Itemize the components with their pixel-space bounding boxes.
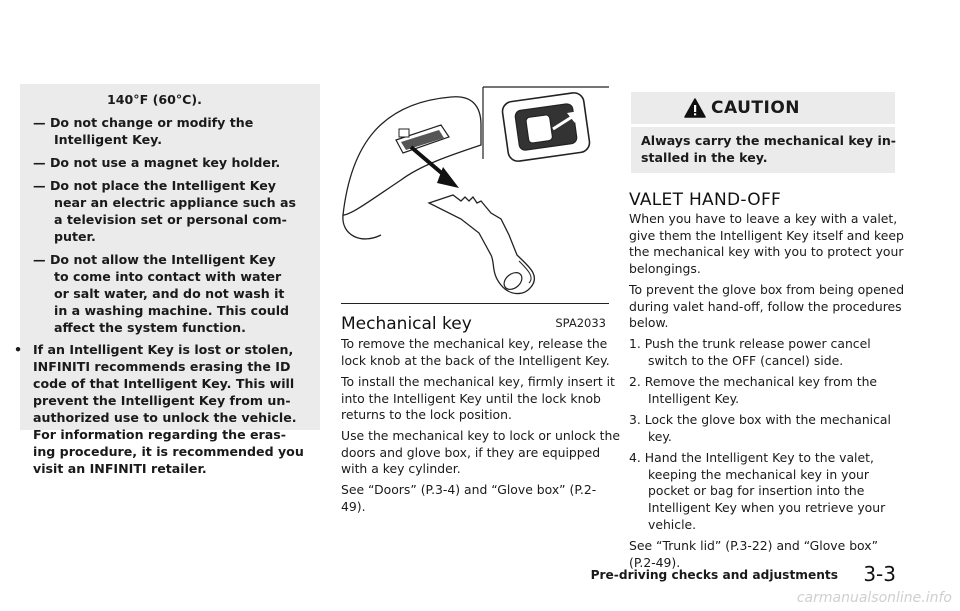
bullet: • [14,342,23,357]
text-line: below. [629,315,669,331]
paragraph [629,282,904,332]
page-number: 3-3 [863,562,896,586]
text-line: vehicle. [648,516,697,532]
step-item [629,336,871,369]
warning-line: If an Intelligent Key is lost or stolen, [33,342,294,357]
step-number: 3. [629,412,641,427]
step-item [629,374,877,407]
text-line: See “Doors” (P.3-4) and “Glove box” (P.2- [341,482,597,497]
text-line: switch to the OFF (cancel) side. [648,352,844,368]
warning-line: a television set or personal com- [54,212,287,227]
warning-line: puter. [54,229,96,244]
warning-line: For information regarding the eras- [33,427,286,442]
paragraph [341,374,615,424]
warning-line: INFINITI recommends erasing the ID [33,359,291,374]
text-line: Intelligent Key. [648,390,740,406]
step-text: Hand the Intelligent Key to the valet, [644,450,874,465]
warning-line: — Do not place the Intelligent Key [33,178,277,193]
figure-caption: SPA2033 [555,316,606,330]
text-line: Intelligent Key when you retrieve your [648,500,886,516]
text-line: stalled in the key. [641,149,768,165]
warning-panel [14,84,320,476]
step-number: 1. [629,336,641,351]
text-line: Always carry the mechanical key in- [641,133,897,148]
text-line [629,450,885,467]
warning-line: ing procedure, it is recommended you [33,444,304,459]
text-line: returns to the lock position. [341,407,512,423]
step-item [629,412,891,445]
text-line: give them the Intelligent Key itself and keep [629,227,904,243]
warning-line: or salt water, and do not wash it [54,286,285,301]
section-label: Pre-driving checks and adjustments [590,568,838,582]
warning-line: visit an INFINITI retailer. [33,461,207,476]
text-line: See “Trunk lid” (P.3-22) and “Glove box” [629,538,879,553]
warning-line: near an electric appliance such as [54,195,296,210]
watermark: carmanualsonline.info [796,590,952,606]
step-item [629,450,885,534]
text-line: during valet hand-off, follow the procedures [629,298,902,314]
warning-line: — Do not change or modify the [33,115,254,130]
step-text: Lock the glove box with the mechanical [644,412,891,427]
valet-heading: VALET HAND-OFF [629,190,782,210]
warning-line: prevent the Intelligent Key from un- [33,393,291,408]
warning-line: in a washing machine. This could [54,303,290,318]
text-line: keeping the mechanical key in your [648,466,869,482]
warning-line: authorized use to unlock the vehicle. [33,410,297,425]
step-number: 4. [629,450,641,465]
caution-body [631,127,895,173]
text-line: (P.2-49). [629,554,681,570]
caution-header [631,92,895,124]
mechanical-key-heading: Mechanical key [341,314,472,334]
step-text: Push the trunk release power cancel [644,336,871,351]
text-line: 49). [341,498,366,514]
warning-line: 140°F (60°C). [107,92,202,107]
text-line: Use the mechanical key to lock or unlock the [341,428,620,443]
paragraph [341,482,596,515]
warning-triangle-icon [684,98,706,118]
warning-line: affect the system function. [54,320,246,335]
warning-line: Intelligent Key. [54,132,163,147]
warning-line: — Do not allow the Intelligent Key [33,252,276,267]
warning-line: code of that Intelligent Key. This will [33,376,295,391]
text-line: To install the mechanical key, firmly insert it [341,374,615,389]
warning-line: — Do not use a magnet key holder. [33,155,281,170]
paragraph [341,428,620,478]
text-line: belongings. [629,261,701,277]
paragraph [341,336,610,369]
text-line [629,336,871,353]
text-line: with a key cylinder. [341,461,461,477]
step-number: 2. [629,374,641,389]
text-line: doors and glove box, if they are equipped [341,444,601,460]
text-line: pocket or bag for insertion into the [648,483,865,499]
text-line [629,374,877,391]
text-line: When you have to leave a key with a valet, [629,211,898,226]
text-line: key. [648,428,672,444]
text-line: To prevent the glove box from being opened [629,282,905,297]
text-line: the mechanical key with you to protect your [629,244,904,260]
warning-line: to come into contact with water [54,269,282,284]
caution-text [641,133,896,166]
step-text: Remove the mechanical key from the [644,374,878,389]
text-line: To remove the mechanical key, release the [341,336,608,351]
text-line [629,412,891,429]
text-line: into the Intelligent Key until the lock knob [341,390,601,406]
text-line: lock knob at the back of the Intelligent Key. [341,352,610,368]
caution-title: CAUTION [711,98,801,118]
paragraph [629,211,904,278]
intelligent-key-illustration [341,85,609,303]
